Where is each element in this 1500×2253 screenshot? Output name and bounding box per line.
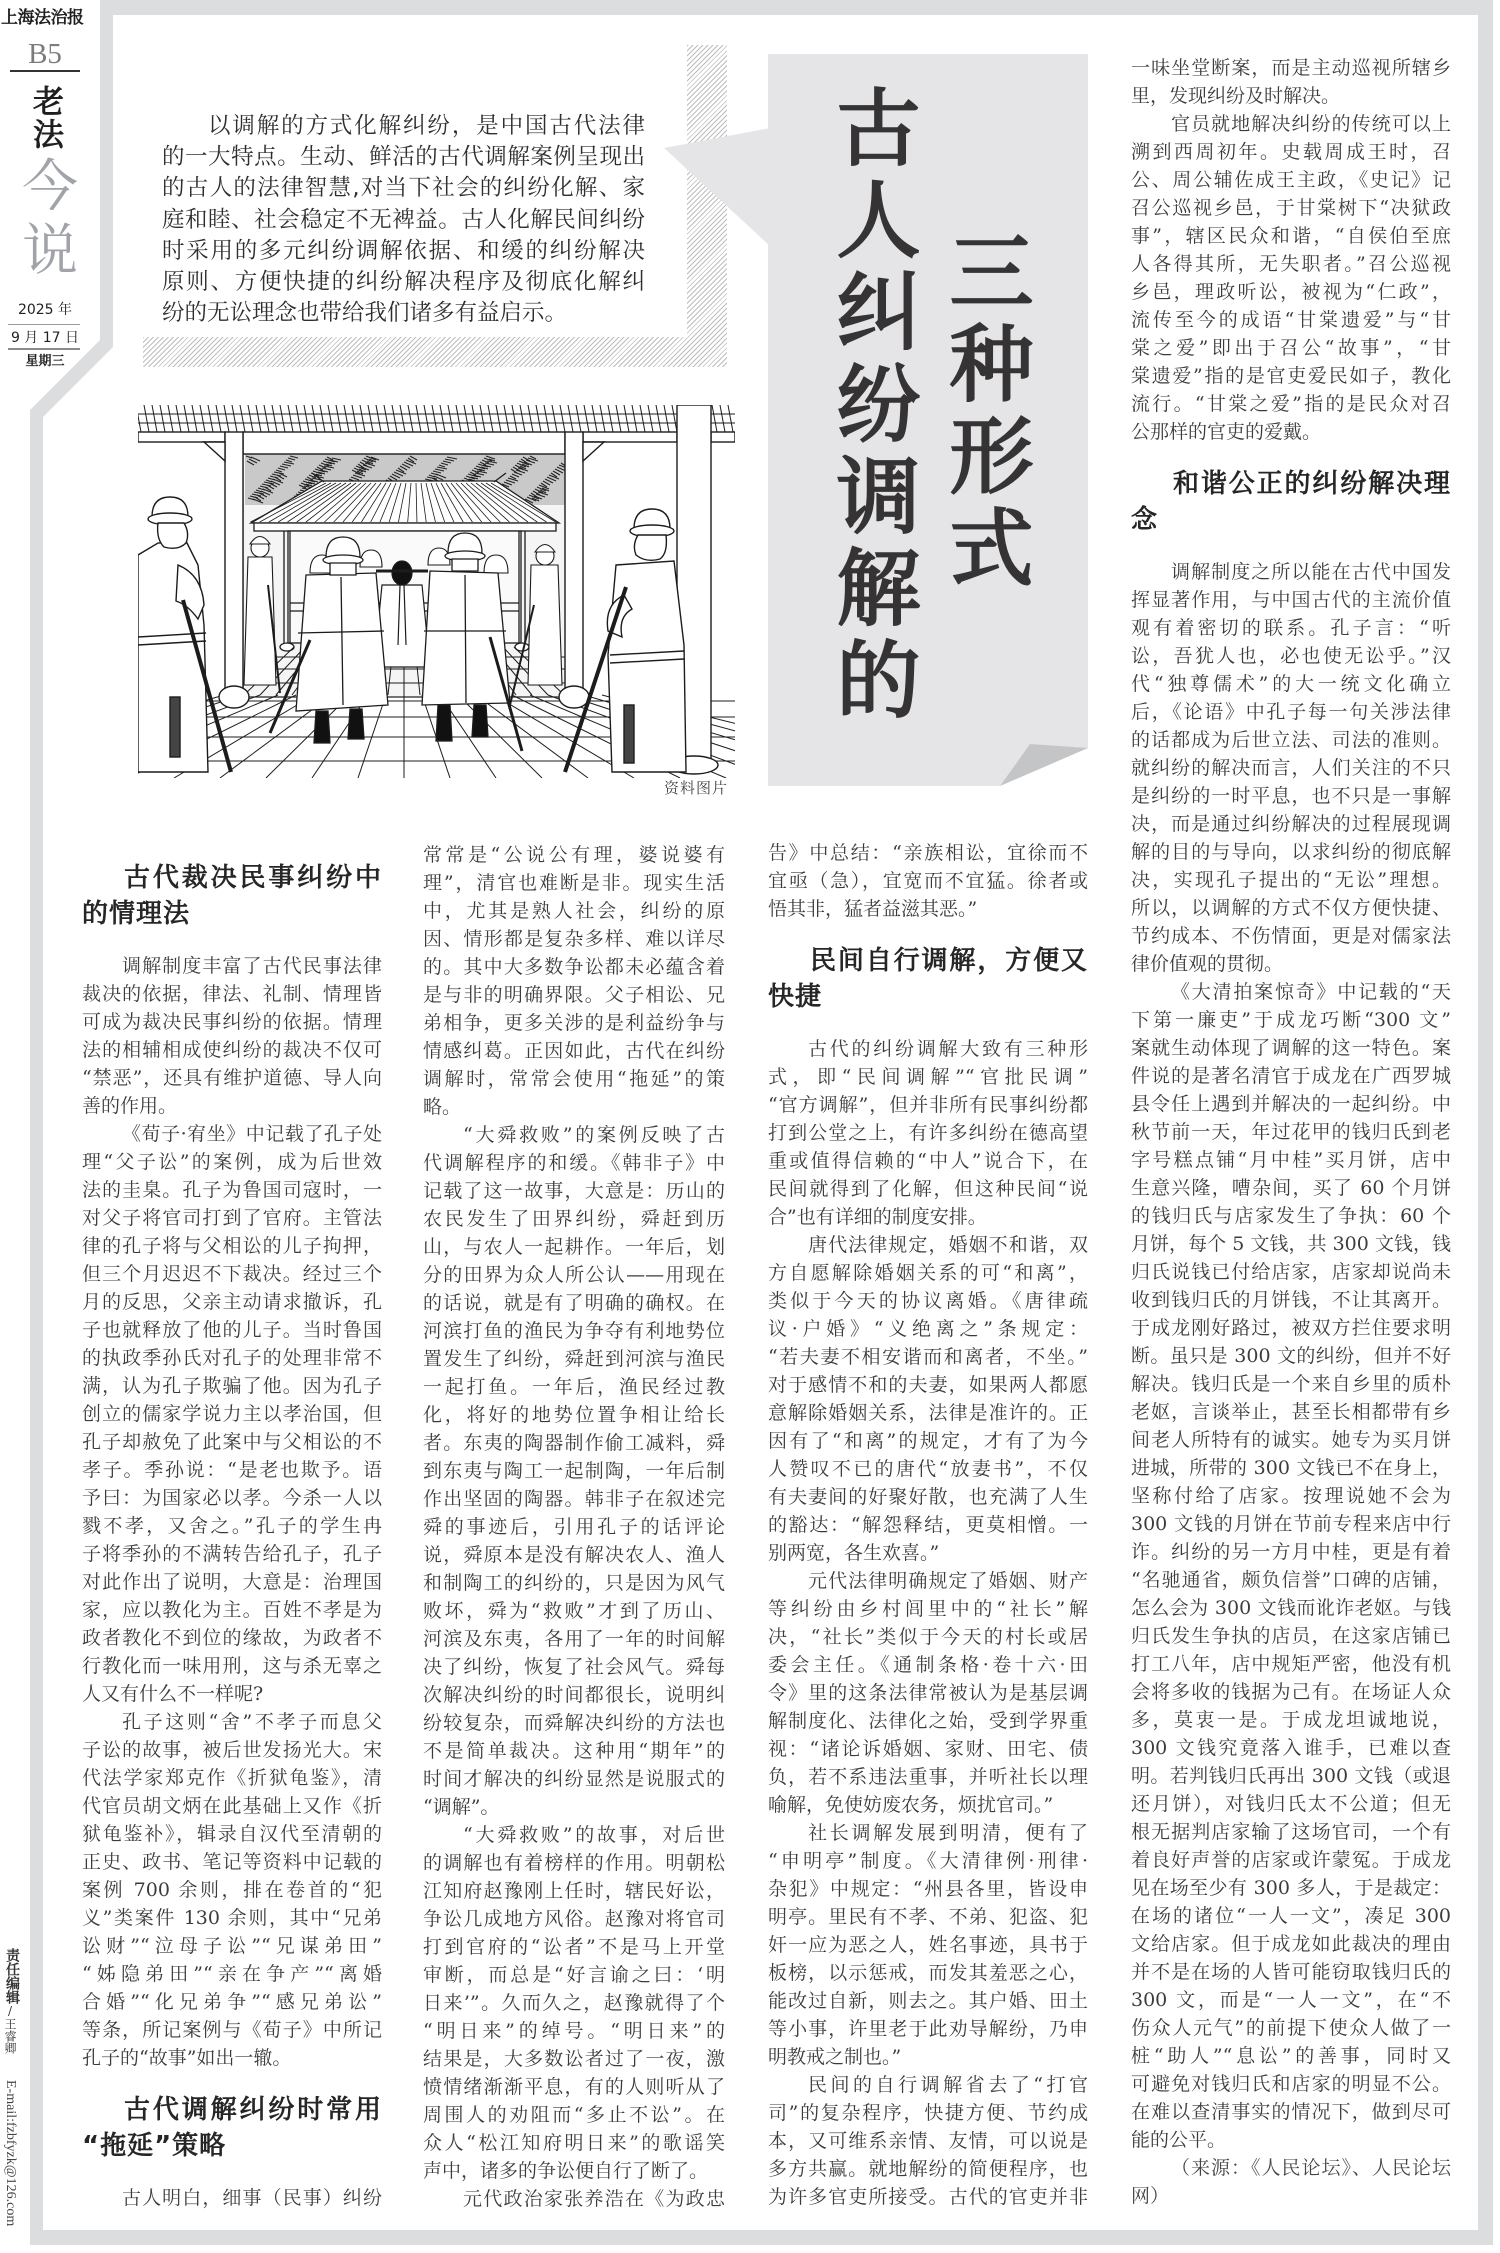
text-line: “名驰通省，颇负信誉”口碑的店铺， <box>1131 1569 1451 1591</box>
text-line: 弟相争，更多关涉的是利益纷争与 <box>423 1012 725 1034</box>
paragraph <box>1131 110 1451 446</box>
text-line: 打工八年，店中规矩严密，他没有机 <box>1131 1653 1451 1675</box>
text-line: 代法学家郑克作《折狱龟鉴》，清 <box>82 1767 382 1789</box>
text-line: 声中，诸多的争讼便自行了断了。 <box>423 2160 709 2182</box>
text-line: 所以，以调解的方式不仅方便快捷、 <box>1131 897 1451 919</box>
text-line: 人各得其所，无失职者。”召公巡视 <box>1131 253 1451 275</box>
text-line: 理”，清官也难断是非。现实生活 <box>423 872 725 894</box>
issue-weekday: 星期三 <box>25 354 65 369</box>
text-line: “调解”。 <box>423 1796 500 1818</box>
text-line: 会将多收的钱据为己有。在场证人众 <box>1131 1681 1451 1703</box>
text-line: 方自愿解除婚姻关系的可“和离”， <box>768 1262 1088 1284</box>
text-line: 节约成本、不伤情面，更是对儒家法 <box>1131 925 1451 947</box>
text-line: 是纠纷的一时平息，也不只是一事解 <box>1131 785 1451 807</box>
text-line: 奸一应为恶之人，姓名事迹，具书于 <box>768 1934 1088 1956</box>
text-line: 因有了“和离”的规定，才有了为今 <box>768 1430 1088 1452</box>
text-line: 调解制度丰富了古代民事法律 <box>122 955 382 977</box>
text-line: 喻解，免使妨废农务，烦扰官司。” <box>768 1794 1054 1816</box>
text-line: 决，实现孔子提出的“无讼”理想。 <box>1131 869 1451 891</box>
text-line: 宜亟（急），宜宽而不宜猛。徐者或 <box>768 870 1088 892</box>
text-line: 农民发生了田界纠纷，舜赶到历 <box>423 1208 725 1230</box>
text-line: 理“父子讼”的案例，成为后世效 <box>82 1151 382 1173</box>
text-line: 戮不孝，又舍之。”孔子的学生冉 <box>82 1515 382 1537</box>
text-line: 负，若不系违法重事，并听社长以理 <box>768 1766 1088 1788</box>
text-line: 合婚”“化兄弟争”“感兄弟讼” <box>82 1991 382 2013</box>
text-line: 对于感情不和的夫妻，如果两人都愿 <box>768 1374 1088 1396</box>
section-title-today-talk: 今说 <box>13 156 78 284</box>
issue-date: 9 月 17 日 <box>10 330 80 346</box>
paragraph <box>82 2184 382 2212</box>
text-line: 坚称付给了店家。按理说她不会为 <box>1131 1485 1451 1507</box>
text-line: 月的反思，父亲主动请求撤诉，孔 <box>82 1291 382 1313</box>
text-line: 对父子将官司打到了官府。主管法 <box>82 1207 382 1229</box>
editor-email[interactable]: E-mail:fzbfyzk@126.com <box>3 2080 18 2227</box>
section-heading <box>1131 466 1451 538</box>
text-line: 代调解程序的和缓。《韩非子》中 <box>423 1152 725 1174</box>
text-line: 古代的纠纷调解大致有三种形 <box>808 1038 1088 1060</box>
article-column-4 <box>1131 54 1451 2210</box>
text-line: 政者教化不到位的缘故，为政者不 <box>82 1627 382 1649</box>
text-line: 决了纠纷，恢复了社会风气。舜每 <box>423 1656 725 1678</box>
text-line: 件说的是著名清官于成龙在广西罗城 <box>1131 1065 1451 1087</box>
speech-bubble-pointer <box>664 128 770 246</box>
section-heading <box>82 860 382 932</box>
paragraph <box>423 1121 725 1821</box>
pillar-left <box>225 432 243 694</box>
text-line: 不是简单裁决。这种用“期年”的 <box>423 1740 725 1762</box>
text-line: 正史、政书、笔记等资料中记载的 <box>82 1851 382 1873</box>
editor-label: 责任编辑 <box>4 1948 20 2004</box>
text-line: 人又有什么不一样呢? <box>82 1683 264 1705</box>
text-line: 等纠纷由乡村闾里中的“社长”解 <box>768 1598 1088 1620</box>
text-line: 情感纠葛。正因如此，古代在纠纷 <box>423 1040 725 1062</box>
newspaper-logo: 上海法治报 <box>1 8 84 28</box>
paragraph <box>1131 978 1451 2154</box>
text-line: 案例 700 余则，排在卷首的“犯 <box>82 1879 382 1901</box>
text-line: 的古人的法律智慧,对当下社会的纠纷化解、家 <box>162 175 645 202</box>
paragraph <box>1131 54 1451 110</box>
text-line: 能改过自新，则去之。其户婚、田土 <box>768 1990 1088 2012</box>
text-line: 委会主任。《通制条格·卷十六·田 <box>768 1654 1088 1676</box>
text-line: 挥显著作用，与中国古代的主流价值 <box>1131 589 1451 611</box>
text-line: 唐代法律规定，婚姻不和谐，双 <box>808 1234 1088 1256</box>
heading-line: 念 <box>1131 505 1159 535</box>
text-line: 本，又可维系亲情、友情，可以说是 <box>768 2130 1088 2152</box>
text-line: 代官员胡文炳在此基础上又作《折 <box>82 1795 382 1817</box>
text-line: 解的目的与导向，以求纠纷的彻底解 <box>1131 841 1451 863</box>
text-line: 打到官府的“讼者”不是马上开堂 <box>423 1936 725 1958</box>
text-line: 人赞叹不已的唐代“放妻书”，不仅 <box>768 1458 1088 1480</box>
text-line: 次解决纠纷的时间都很长，说明纠 <box>423 1684 725 1706</box>
text-line: 善的作用。 <box>82 1095 178 1117</box>
heading-line: 民间自行调解，方便又 <box>810 946 1088 976</box>
heading-line: 古代调解纠纷时常用 <box>124 2095 382 2125</box>
text-line: 分的田界为众人所公认——用现在 <box>423 1264 725 1286</box>
section-heading <box>82 2092 382 2164</box>
headline-panel-background <box>768 54 1088 786</box>
text-line: 式，即“民间调解”“官批民调” <box>768 1066 1088 1088</box>
text-line: 一味坐堂断案，而是主动巡视所辖乡 <box>1131 57 1451 79</box>
text-line: 义”类案件 130 余则，其中“兄弟 <box>82 1907 382 1929</box>
text-line: 就纠纷的解决而言，人们关注的不只 <box>1131 757 1451 779</box>
text-line: 中，尤其是熟人社会，纠纷的原 <box>423 900 725 922</box>
text-line: 法的相辅相成使纠纷的裁决不仅可 <box>82 1039 382 1061</box>
text-line: 间老人所特有的诚实。她专为买月饼 <box>1131 1429 1451 1451</box>
text-line: （来源：《人民论坛》、人民论坛 <box>1171 2157 1451 2179</box>
text-line: 行教化而一味用刑，这与杀无辜之 <box>82 1655 382 1677</box>
text-line: 见在场至少有 300 多人，于是裁定： <box>1131 1877 1451 1899</box>
text-line: 众人“松江知府明日来”的歌谣笑 <box>423 2132 725 2154</box>
text-line: 观有着密切的联系。孔子言：“听 <box>1131 617 1451 639</box>
text-line: 的钱归氏与店家发生了争执：60 个 <box>1131 1205 1451 1227</box>
text-line: 子将季孙的不满转告给孔子，孔子 <box>82 1543 382 1565</box>
text-line: 老妪，言谈举止，甚至长相都带有乡 <box>1131 1401 1451 1423</box>
text-line: 作出坚固的陶器。韩非子在叙述完 <box>423 1488 725 1510</box>
text-line: 为许多官吏所接受。古代的官吏并非 <box>768 2186 1088 2208</box>
illustration-caption: 资料图片 <box>663 779 728 797</box>
text-line: 愤情绪渐渐平息，有的人则听从了 <box>423 2076 725 2098</box>
text-line: 子也就释放了他的儿子。当时鲁国 <box>82 1319 382 1341</box>
text-line: 庭和睦、社会稳定不无裨益。古人化解民间纠纷 <box>162 206 645 233</box>
text-line: 秋节前一天，年过花甲的钱归氏到老 <box>1131 1121 1451 1143</box>
text-line: 和制陶工的纠纷的，只是因为风气 <box>423 1572 725 1594</box>
text-line: 明亭。里民有不孝、不弟、犯盗、犯 <box>768 1906 1088 1928</box>
text-line: 的一大特点。生动、鲜活的古代调解案例呈现出 <box>162 144 645 171</box>
text-line: 多方共赢。就地解纷的简便程序，也 <box>768 2158 1088 2180</box>
text-line: 的豁达：“解怨释结，更莫相憎。一 <box>768 1514 1088 1536</box>
text-line: 舜的事迹后，引用孔子的话评论 <box>423 1516 725 1538</box>
text-line: 代“独尊儒术”的大一统文化确立 <box>1131 673 1451 695</box>
text-line: 说，舜原本是没有解决农人、渔人 <box>423 1544 725 1566</box>
text-line: 争讼几成地方风俗。赵豫对将官司 <box>423 1908 725 1930</box>
text-line: 《大清拍案惊奇》中记载的“天 <box>1171 981 1451 1003</box>
paragraph <box>423 1821 725 2185</box>
text-line: 律价值观的贯彻。 <box>1131 953 1284 975</box>
article-column-1 <box>82 860 382 2212</box>
text-line: 因、情形都是复杂多样、难以详尽 <box>423 928 725 950</box>
text-line: 到东夷与陶工一起制陶，一年后制 <box>423 1460 725 1482</box>
text-line: 孔子却赦免了此案中与父相讼的不 <box>82 1431 382 1453</box>
paragraph <box>768 2071 1088 2211</box>
section-heading <box>768 943 1088 1015</box>
text-line: 板榜，以示惩戒，而发其羞恶之心， <box>768 1962 1088 1984</box>
text-line: “禁恶”，还具有维护道德、导人向 <box>82 1067 382 1089</box>
text-line: 以调解的方式化解纠纷，是中国古代法律 <box>208 113 645 139</box>
text-line: 民间的自行调解省去了“打官 <box>808 2074 1088 2096</box>
text-line: 日来’”。久而久之，赵豫就得了个 <box>423 1992 725 2014</box>
text-line: 视：“诸论诉婚姻、家财、田宅、债 <box>768 1738 1088 1760</box>
text-line: 事”，辖区民众和谐，“自侯伯至庶 <box>1131 225 1451 247</box>
text-line: “大舜救败”的案例反映了古 <box>463 1124 725 1146</box>
paragraph <box>768 1035 1088 1231</box>
text-line: 解决。钱归氏是一个来自乡里的质朴 <box>1131 1373 1451 1395</box>
text-line: 断。虽只是 300 文的纠纷，但并不好 <box>1131 1345 1451 1367</box>
text-line: “大舜救败”的故事，对后世 <box>463 1824 725 1846</box>
text-line: “若夫妻不相安谐而和离者，不坐。” <box>768 1346 1088 1368</box>
text-line: 县令任上遇到并解决的一起纠纷。中 <box>1131 1093 1451 1115</box>
text-line: 归氏发生争执的店员，在这家店铺已 <box>1131 1625 1451 1647</box>
text-line: 江知府赵豫刚上任时，辖民好讼， <box>423 1880 725 1902</box>
text-line: 生意兴隆，嘈杂间，买了 60 个月饼 <box>1131 1177 1451 1199</box>
text-line: 决，“社长”类似于今天的村长或居 <box>768 1626 1088 1648</box>
text-line: “姊隐弟田”“亲在争产”“离婚 <box>82 1963 382 1985</box>
text-line: 原则、方便快捷的纠纷解决程序及彻底化解纠 <box>162 269 645 296</box>
text-line: 进城，所带的 300 文钱已不在身上， <box>1131 1457 1451 1479</box>
text-line: 狱龟鉴补》，辑录自汉代至清朝的 <box>82 1823 382 1845</box>
text-line: 者。东夷的陶器制作偷工减料，舜 <box>423 1432 725 1454</box>
text-line: 孝子。季孙说：“是老也欺予。语 <box>82 1459 382 1481</box>
paragraph <box>82 952 382 1120</box>
pillar-right <box>565 432 583 694</box>
article-column-2 <box>423 841 725 2213</box>
text-line: 棠之爱”即出于召公“故事”，“甘 <box>1131 337 1451 359</box>
text-line: 元代政治家张养浩在《为政忠 <box>463 2188 725 2210</box>
paragraph <box>82 1120 382 1708</box>
text-line: 决，而是通过纠纷解决的过程展现调 <box>1131 813 1451 835</box>
text-line: 河滨及东夷，各用了一年的时间解 <box>423 1628 725 1650</box>
text-line: 归氏说钱已付给店家，店家却说尚未 <box>1131 1261 1451 1283</box>
text-line: 流传至今的成语“甘棠遗爱”与“甘 <box>1131 309 1451 331</box>
text-line: 里，发现纠纷及时解决。 <box>1131 85 1341 107</box>
issue-year: 2025 年 <box>17 302 73 318</box>
article-column-3 <box>768 839 1088 2211</box>
text-line: 元代法律明确规定了婚姻、财产 <box>808 1570 1088 1592</box>
text-line: 纷较复杂，而舜解决纠纷的方法也 <box>423 1712 725 1734</box>
text-line: 公那样的官吏的爱戴。 <box>1131 421 1322 443</box>
text-line: 下第一廉吏”于成龙巧断“300 文” <box>1131 1009 1451 1031</box>
text-line: 召公巡视乡邑，于甘棠树下“决狱政 <box>1131 197 1451 219</box>
text-line: 置发生了纠纷，舜赶到河滨与渔民 <box>423 1348 725 1370</box>
heading-line: 的情理法 <box>82 899 191 929</box>
text-line: 社长调解发展到明清，便有了 <box>808 1822 1088 1844</box>
text-line: 伤众人元气”的前提下使众人做了一 <box>1131 2017 1451 2039</box>
text-line: 着良好声誉的店家或许蒙冤。于成龙 <box>1131 1849 1451 1871</box>
paragraph <box>423 2185 725 2213</box>
text-line: 记载了这一故事，大意是：历山的 <box>423 1180 725 1202</box>
text-line: 《荀子·宥坐》中记载了孔子处 <box>122 1123 382 1145</box>
text-line: 讼，吾犹人也，必也使无讼乎。”汉 <box>1131 645 1451 667</box>
text-line: 公、周公辅佐成王主政，《史记》记 <box>1131 169 1451 191</box>
text-line: 家，应以教化为主。百姓不孝是为 <box>82 1599 382 1621</box>
text-line: 合”也有详细的制度安排。 <box>768 1206 987 1228</box>
text-line: 300 文钱的月饼在节前专程来店中行 <box>1131 1513 1451 1535</box>
text-line: 孔子的“故事”如出一辙。 <box>82 2047 292 2069</box>
paragraph <box>1131 558 1451 978</box>
editor-name: /王睿卿 <box>3 2004 17 2054</box>
text-line: 调解制度之所以能在古代中国发 <box>1171 561 1451 583</box>
text-line: 文给店家。但于成龙如此裁决的理由 <box>1131 1933 1451 1955</box>
text-line: 月饼，每个 5 文钱，共 300 文钱，钱 <box>1131 1233 1451 1255</box>
text-line: 杂犯》中规定：“州县各里，皆设申 <box>768 1878 1088 1900</box>
text-line: 在难以查清事实的情况下，做到尽可 <box>1131 2101 1451 2123</box>
text-line: 流行。“甘棠之爱”指的是民众对召 <box>1131 393 1451 415</box>
text-line: 的。其中大多数争讼都未必蕴含着 <box>423 956 725 978</box>
text-line: 化，将好的地势位置争相让给长 <box>423 1404 725 1426</box>
text-line: 结果是，大多数讼者过了一夜，激 <box>423 2048 725 2070</box>
text-line: 字号糕点铺“月中桂”买月饼，店中 <box>1131 1149 1451 1171</box>
text-line: 略。 <box>423 1096 462 1118</box>
text-line: 怎么会为 300 文钱而讹诈老妪。与钱 <box>1131 1597 1451 1619</box>
text-line: “官方调解”，但并非所有民事纠纷都 <box>768 1094 1088 1116</box>
text-line: 败坏，舜为“救败”才到了历山、 <box>423 1600 725 1622</box>
text-line: 300 文钱究竟落入谁手，已难以查 <box>1131 1737 1451 1759</box>
text-line: 时采用的多元纠纷调解依据、和缓的纠纷解决 <box>162 237 645 264</box>
text-line: 棠遗爱”指的是官吏爱民如子，教化 <box>1131 365 1451 387</box>
text-line: 打到公堂之上，有许多纠纷在德高望 <box>768 1122 1088 1144</box>
text-line: 纷的无讼理念也带给我们诸多有益启示。 <box>162 300 568 327</box>
text-line: 河滨打鱼的渔民为争夺有利地势位 <box>423 1320 725 1342</box>
paragraph <box>768 1231 1088 1567</box>
text-line: 诈。纠纷的另一方月中桂，更是有着 <box>1131 1541 1451 1563</box>
text-line: 明。若判钱归氏再出 300 文钱（或退 <box>1131 1765 1451 1787</box>
text-line: 类似于今天的协议离婚。《唐律疏 <box>768 1290 1088 1312</box>
text-line: 法的圭臬。孔子为鲁国司寇时，一 <box>82 1179 382 1201</box>
text-line: 解制度化、法律化之始，受到学界重 <box>768 1710 1088 1732</box>
text-line: 民间就得到了化解，但这种民间“说 <box>768 1178 1088 1200</box>
text-line: 在场的诸位“一人一文”，凑足 300 <box>1131 1905 1451 1927</box>
text-line: 有夫妻间的好聚好散，也充满了人生 <box>768 1486 1088 1508</box>
text-line: 的话都成为后世立法、司法的准则。 <box>1131 729 1451 751</box>
headline-column-2: 三种形式 <box>936 228 1035 596</box>
text-line: 300 文，而是“一人一文”，在“不 <box>1131 1989 1451 2011</box>
text-line: 还月饼），对钱归氏太不公道；但无 <box>1131 1793 1451 1815</box>
paragraph <box>768 1567 1088 1819</box>
text-line: 悟其非，猛者益滋其恶。” <box>768 898 978 920</box>
text-line: 子讼的故事，被后世发扬光大。宋 <box>82 1739 382 1761</box>
section-title-old-law: 老法 <box>27 85 63 151</box>
text-line: 常常是“公说公有理，婆说婆有 <box>423 844 725 866</box>
text-line: 收到钱归氏的月饼钱，不让其离开。 <box>1131 1289 1451 1311</box>
text-line: 令》里的这条法律常被认为是基层调 <box>768 1682 1088 1704</box>
text-line: 司”的复杂程序，快捷方便、节约成 <box>768 2102 1088 2124</box>
text-line: 告》中总结：“亲族相讼，宜徐而不 <box>768 842 1088 864</box>
text-line: 可成为裁决民事纠纷的依据。情理 <box>82 1011 382 1033</box>
headline-column-1: 古人纠纷调解的 <box>823 84 922 728</box>
text-line: 议·户婚》“义绝离之”条规定： <box>768 1318 1088 1340</box>
text-line: 调解时，常常会使用“拖延”的策 <box>423 1068 725 1090</box>
text-line: 一起打鱼。一年后，渔民经过教 <box>423 1376 725 1398</box>
text-line: 乡邑，理政听讼，被视为“仁政”， <box>1131 281 1451 303</box>
text-line: 予曰：为国家必以孝。今杀一人以 <box>82 1487 382 1509</box>
text-line: 创立的儒家学说力主以孝治国，但 <box>82 1403 382 1425</box>
text-line: 山，与农人一起耕作。一年后，划 <box>423 1236 725 1258</box>
text-line: 古人明白，细事（民事）纠纷 <box>122 2187 382 2209</box>
text-line: 审断，而总是“好言谕之曰：‘明 <box>423 1964 725 1986</box>
heading-line: 快捷 <box>768 982 823 1012</box>
text-line: 律的孔子将与父相讼的儿子拘押， <box>82 1235 382 1257</box>
text-line: 等小事，许里老于此劝导解纷，乃申 <box>768 2018 1088 2040</box>
frame-bottom-band <box>30 2230 1493 2245</box>
text-line: 根无据判店家输了这场官司，一个有 <box>1131 1821 1451 1843</box>
text-line: 于成龙刚好路过，被双方拦住要求明 <box>1131 1317 1451 1339</box>
text-line: “明日来”的绰号。“明日来”的 <box>423 2020 725 2042</box>
text-line: 别两宽，各生欢喜。” <box>768 1542 940 1564</box>
text-line: 重或值得信赖的“中人”说合下，在 <box>768 1150 1088 1172</box>
courtroom-illustration <box>138 405 735 778</box>
text-line: 的话说，就是有了明确的确权。在 <box>423 1292 725 1314</box>
text-line: 的调解也有着榜样的作用。明朝松 <box>423 1852 725 1874</box>
text-line: 对此作出了说明，大意是：治理国 <box>82 1571 382 1593</box>
text-line: 官员就地解决纠纷的传统可以上 <box>1171 113 1451 135</box>
text-line: 是与非的明确界限。父子相讼、兄 <box>423 984 725 1006</box>
text-line: 桩“助人”“息讼”的善事，同时又 <box>1131 2045 1451 2067</box>
text-line: 网） <box>1131 2185 1170 2207</box>
text-line: 周围人的劝阻而“多止不讼”。在 <box>423 2104 725 2126</box>
text-line: 后，《论语》中孔子每一句关涉法律 <box>1131 701 1451 723</box>
text-line: 满，认为孔子欺骗了他。因为孔子 <box>82 1375 382 1397</box>
heading-line: 和谐公正的纠纷解决理 <box>1173 469 1451 499</box>
text-line: 孔子这则“舍”不孝子而息父 <box>122 1711 382 1733</box>
paragraph <box>82 1708 382 2072</box>
text-line: 时间才解决的纠纷显然是说服式的 <box>423 1768 725 1790</box>
text-line: “申明亭”制度。《大清律例·刑律· <box>768 1850 1088 1872</box>
text-line: 案就生动体现了调解的这一特色。案 <box>1131 1037 1451 1059</box>
text-line: 可避免对钱归氏和店家的明显不公。 <box>1131 2073 1451 2095</box>
paragraph <box>768 1819 1088 2071</box>
text-line: 等条，所记案例与《荀子》中所记 <box>82 2019 382 2041</box>
text-line: 裁决的依据，律法、礼制、情理皆 <box>82 983 382 1005</box>
paragraph <box>768 839 1088 923</box>
text-line: 多，莫衷一是。于成龙坦诚地说， <box>1131 1709 1451 1731</box>
text-line: 并不是在场的人皆可能窃取钱归氏的 <box>1131 1961 1451 1983</box>
text-line: 能的公平。 <box>1131 2129 1227 2151</box>
heading-line: “拖延”策略 <box>82 2131 227 2161</box>
heading-line: 古代裁决民事纠纷中 <box>124 863 382 893</box>
text-line: 明教戒之制也。” <box>768 2046 902 2068</box>
text-line: 但三个月迟迟不下裁决。经过三个 <box>82 1263 382 1285</box>
page-number: B5 <box>28 38 62 70</box>
paragraph <box>423 841 725 1121</box>
text-line: 的执政季孙氏对孔子的处理非常不 <box>82 1347 382 1369</box>
text-line: 讼财”“泣母子讼”“兄谋弟田” <box>82 1935 382 1957</box>
text-line: 溯到西周初年。史载周成王时，召 <box>1131 141 1451 163</box>
source-note <box>1131 2154 1451 2210</box>
text-line: 意解除婚姻关系，法律是准许的。正 <box>768 1402 1088 1424</box>
